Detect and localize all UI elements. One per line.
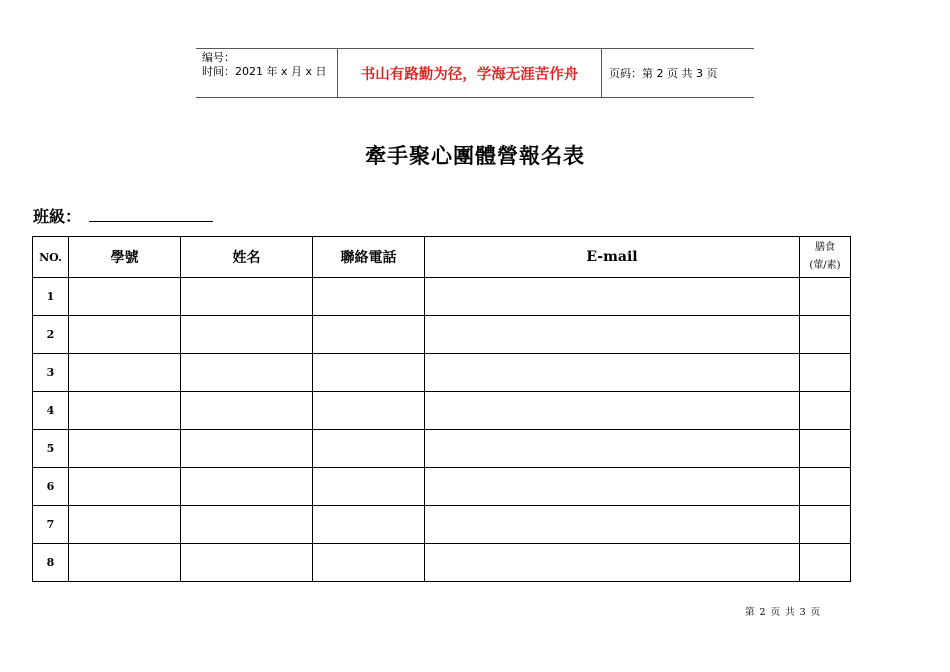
phone-cell[interactable]: [313, 430, 425, 468]
col-header-name: 姓名: [181, 237, 313, 278]
name-cell[interactable]: [181, 278, 313, 316]
name-cell[interactable]: [181, 544, 313, 582]
student-id-cell[interactable]: [69, 506, 181, 544]
row-number: 7: [33, 506, 69, 544]
header-meta-cell: [196, 49, 338, 97]
phone-cell[interactable]: [313, 392, 425, 430]
student-id-cell[interactable]: [69, 354, 181, 392]
meal-cell[interactable]: [800, 430, 851, 468]
table-row: [33, 468, 851, 506]
student-id-cell[interactable]: [69, 392, 181, 430]
meal-cell[interactable]: [800, 468, 851, 506]
meal-cell[interactable]: [800, 506, 851, 544]
table-row: [33, 316, 851, 354]
col-header-email: E-mail: [425, 237, 800, 278]
student-id-cell[interactable]: [69, 430, 181, 468]
name-cell[interactable]: [181, 468, 313, 506]
row-number: 5: [33, 430, 69, 468]
document-header: [196, 48, 754, 98]
meal-header-line2: (葷/素): [809, 260, 841, 271]
number-label: 编号：: [202, 51, 235, 64]
student-id-cell[interactable]: [69, 316, 181, 354]
table-row: [33, 506, 851, 544]
class-blank-line[interactable]: [89, 207, 213, 222]
col-header-phone: 聯絡電話: [313, 237, 425, 278]
time-label: 时间：2021 年 x 月 x 日: [202, 65, 327, 78]
meal-cell[interactable]: [800, 278, 851, 316]
class-field: [33, 204, 213, 227]
table-row: [33, 354, 851, 392]
email-cell[interactable]: [425, 278, 800, 316]
registration-table: [32, 236, 851, 582]
meal-header-line1: 膳食: [815, 242, 835, 253]
table-row: [33, 278, 851, 316]
name-cell[interactable]: [181, 354, 313, 392]
col-header-student-id: 學號: [69, 237, 181, 278]
email-cell[interactable]: [425, 506, 800, 544]
phone-cell[interactable]: [313, 354, 425, 392]
student-id-cell[interactable]: [69, 468, 181, 506]
page-footer: 第 2 页 共 3 页: [745, 607, 821, 618]
email-cell[interactable]: [425, 316, 800, 354]
header-motto: 书山有路勤为径，学海无涯苦作舟: [338, 49, 602, 97]
phone-cell[interactable]: [313, 316, 425, 354]
name-cell[interactable]: [181, 392, 313, 430]
page-title: 牽手聚心團體營報名表: [365, 143, 585, 168]
name-cell[interactable]: [181, 430, 313, 468]
row-number: 4: [33, 392, 69, 430]
row-number: 6: [33, 468, 69, 506]
meal-cell[interactable]: [800, 316, 851, 354]
table-row: [33, 544, 851, 582]
email-cell[interactable]: [425, 354, 800, 392]
table-row: [33, 392, 851, 430]
name-cell[interactable]: [181, 316, 313, 354]
email-cell[interactable]: [425, 468, 800, 506]
table-header-row: [33, 237, 851, 278]
phone-cell[interactable]: [313, 468, 425, 506]
student-id-cell[interactable]: [69, 278, 181, 316]
row-number: 2: [33, 316, 69, 354]
table-row: [33, 430, 851, 468]
email-cell[interactable]: [425, 392, 800, 430]
meal-cell[interactable]: [800, 354, 851, 392]
phone-cell[interactable]: [313, 544, 425, 582]
row-number: 8: [33, 544, 69, 582]
row-number: 1: [33, 278, 69, 316]
header-page-info: 页码：第 2 页 共 3 页: [609, 67, 718, 80]
email-cell[interactable]: [425, 430, 800, 468]
class-label: 班級：: [33, 207, 82, 226]
col-header-no: NO.: [33, 237, 69, 278]
col-header-meal: [800, 237, 851, 278]
student-id-cell[interactable]: [69, 544, 181, 582]
meal-cell[interactable]: [800, 392, 851, 430]
meal-cell[interactable]: [800, 544, 851, 582]
name-cell[interactable]: [181, 506, 313, 544]
email-cell[interactable]: [425, 544, 800, 582]
row-number: 3: [33, 354, 69, 392]
phone-cell[interactable]: [313, 278, 425, 316]
phone-cell[interactable]: [313, 506, 425, 544]
